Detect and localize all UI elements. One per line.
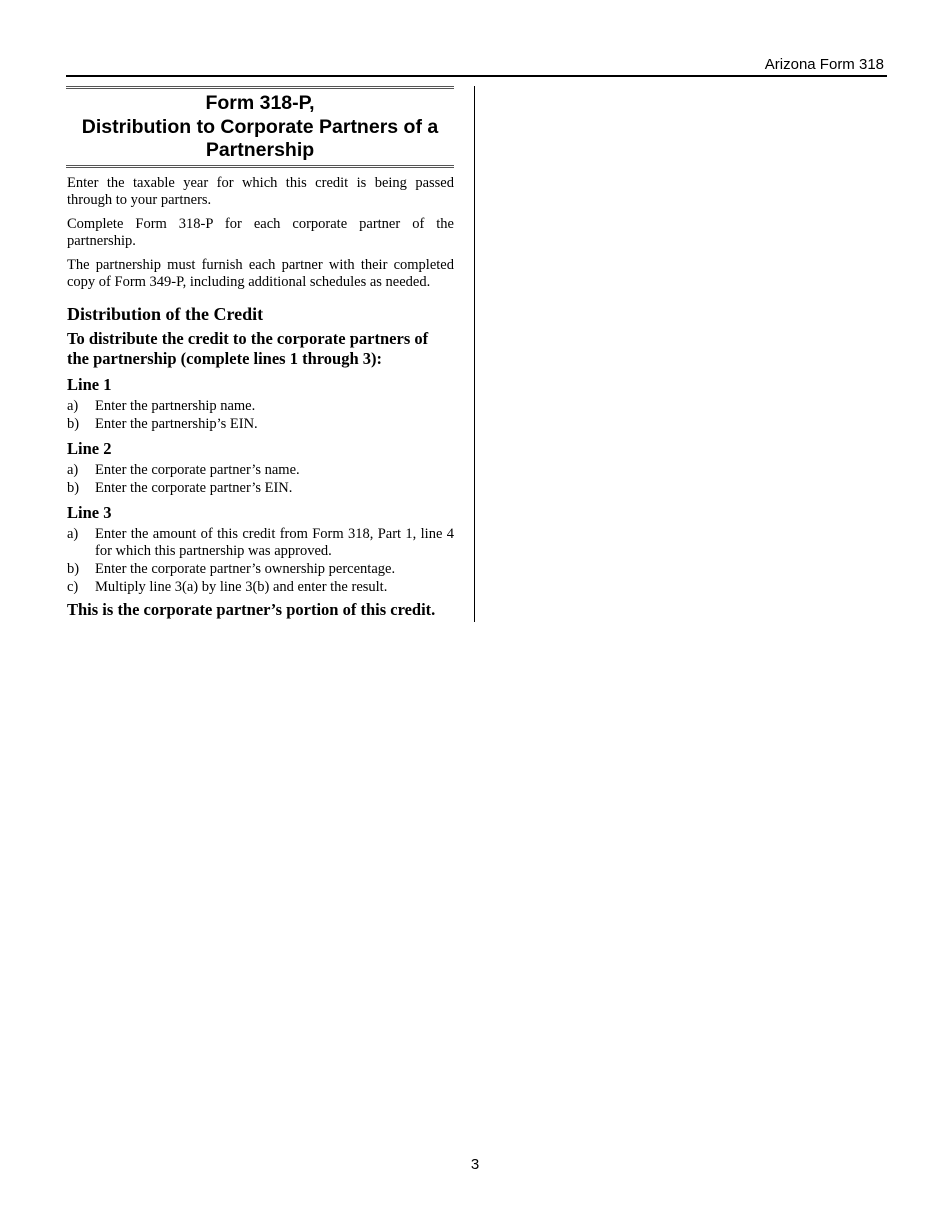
intro-paragraph: Complete Form 318-P for each corporate partner of the partnership. (67, 215, 454, 249)
list-item (67, 526, 454, 560)
item-text: Multiply line 3(a) by line 3(b) and enter the result. (95, 578, 388, 595)
section-heading: Distribution of the Credit (67, 303, 264, 324)
item-text: Enter the partnership name. (95, 397, 256, 414)
list-item (67, 398, 454, 415)
column-divider (474, 86, 475, 622)
item-letter: c) (67, 578, 79, 595)
item-letter: a) (67, 525, 79, 542)
item-letter: a) (67, 461, 79, 478)
list-item (67, 480, 454, 497)
intro-paragraph: The partnership must furnish each partner with their completed copy of Form 349-P, including additional schedules as needed. (67, 256, 454, 290)
form-title-box (66, 86, 454, 168)
left-column (66, 86, 454, 620)
form-title-line2: Distribution to Corporate Partners of a (81, 115, 439, 138)
form-title-line3: Partnership (205, 139, 315, 161)
form-header-label: Arizona Form 318 (764, 56, 884, 73)
section-instruction: To distribute the credit to the corporate partners of the partnership (complete lines 1 through 3): (67, 328, 429, 368)
line-3-heading: Line 3 (67, 502, 112, 522)
page-number: 3 (470, 1156, 480, 1173)
item-letter: b) (67, 415, 80, 432)
list-item (67, 416, 454, 433)
list-item (67, 579, 454, 596)
closing-statement: This is the corporate partner’s portion of this credit. (67, 599, 436, 619)
line-1-heading: Line 1 (67, 374, 112, 394)
item-text: Enter the corporate partner’s ownership percentage. (95, 560, 396, 577)
list-item (67, 462, 454, 479)
intro-paragraph: Enter the taxable year for which this credit is being passed through to your partners. (67, 174, 454, 208)
item-text: Enter the corporate partner’s EIN. (95, 479, 293, 496)
item-text: Enter the partnership’s EIN. (95, 415, 258, 432)
item-letter: b) (67, 479, 80, 496)
line-2-heading: Line 2 (67, 438, 112, 458)
form-title-line1: Form 318-P, (205, 92, 315, 114)
header-rule (66, 75, 887, 77)
item-text: Enter the corporate partner’s name. (95, 461, 300, 478)
item-letter: a) (67, 397, 79, 414)
item-text: Enter the amount of this credit from Form 318, Part 1, line 4 for which this partnership was approved. (95, 525, 454, 559)
item-letter: b) (67, 560, 80, 577)
line-3-items (66, 526, 454, 596)
line-1-items (66, 398, 454, 433)
line-2-items (66, 462, 454, 497)
list-item (67, 561, 454, 578)
